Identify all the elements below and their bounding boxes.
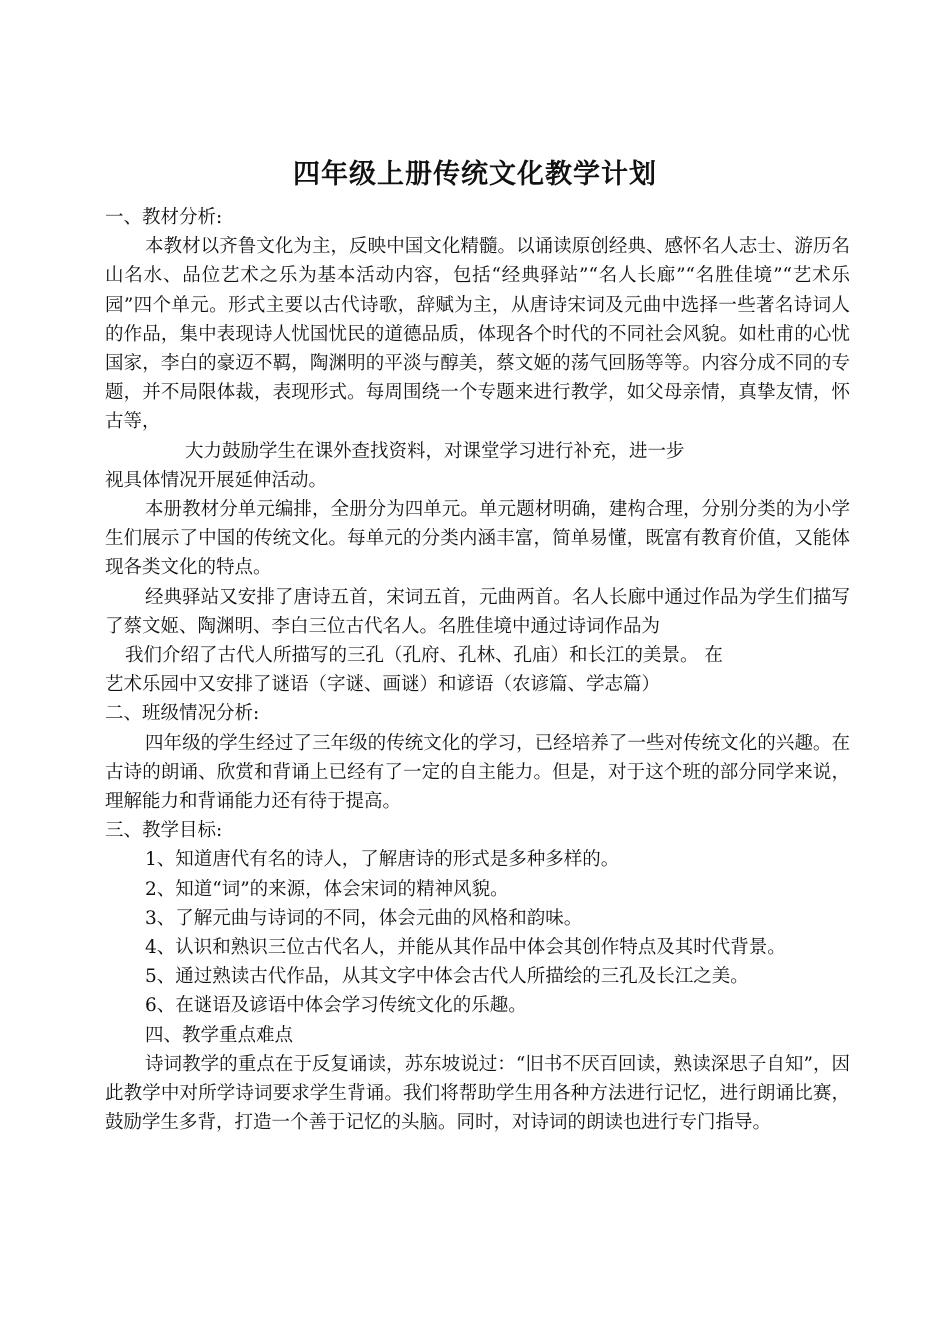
paragraph-class-situation: 四年级的学生经过了三年级的传统文化的学习，已经培养了一些对传统文化的兴趣。在古诗的朗诵、欣赏和背诵上已经有了一定的自主能力。但是，对于这个班的部分同学来说，理解能力和背诵能力还有待于提高。 — [105, 732, 850, 813]
section-heading-class-analysis: 二、班级情况分析: — [105, 703, 260, 725]
section-heading-textbook-analysis: 一、教材分析: — [105, 207, 223, 228]
paragraph-unit-arrangement: 本册教材分单元编排，全册分为四单元。单元题材明确，建构合理，分别分类的为小学生们展示了中国的传统文化。每单元的分类内涵丰富，简单易懂，既富有教育价值，又能体现各类文化的特点。 — [105, 499, 850, 579]
section-heading-key-points: 四、教学重点难点 — [145, 1024, 294, 1046]
goal-item: 3、了解元曲与诗词的不同，体会元曲的风格和韵味。 — [145, 907, 583, 929]
section-heading-teaching-goals: 三、教学目标: — [105, 820, 223, 842]
paragraph-textbook-overview: 本教材以齐鲁文化为主，反映中国文化精髓。以诵读原创经典、感怀名人志士、游历名山名水、品位艺术之乐为基本活动内容，包括“经典驿站”“名人长廊”“名胜佳境”“艺术乐园”四个单元。形式主要以古代诗歌，辞赋为主，从唐诗宋词及元曲中选择一些著名诗词人的作品，集中表现诗人忧国忧民的道德品质，体现各个时代的不同社会风貌。如杜甫的心忧国家，李白的豪迈不羁，陶渊明的平淡与醇美，蔡文姬的荡气回肠等等。内容分成不同的专题，并不局限体裁，表现形式。每周围绕一个专题来进行教学，如父母亲情，真挚友情，怀古等， — [105, 236, 850, 433]
paragraph-art-garden: 艺术乐园中又安排了谜语（字谜、画谜）和谚语（农谚篇、学志篇） — [105, 674, 661, 696]
paragraph-scenic-spots: 我们介绍了古代人所描写的三孔（孔府、孔林、孔庙）和长江的美景。 在 — [125, 645, 723, 667]
goal-item: 5、通过熟读古代作品，从其文字中体会古代人所描绘的三孔及长江之美。 — [145, 966, 749, 988]
paragraph-key-points: 诗词教学的重点在于反复诵读，苏东坡说过：“旧书不厌百回读，熟读深思子自知”，因此教学中对所学诗词要求学生背诵。我们将帮助学生用各种方法进行记忆，进行朗诵比赛，鼓励学生多背，打造一个善于记忆的头脑。同时，对诗词的朗读也进行专门指导。 — [105, 1053, 850, 1134]
page-title: 四年级上册传统文化教学计划 — [293, 159, 657, 190]
goal-item: 1、知道唐代有名的诗人，了解唐诗的形式是多种多样的。 — [145, 849, 620, 871]
paragraph-extension-activities: 视具体情况开展延伸活动。 — [105, 469, 328, 491]
document-body — [105, 203, 850, 1138]
paragraph-unit-contents: 经典驿站又安排了唐诗五首，宋词五首，元曲两首。名人长廊中通过作品为学生们描写了蔡文姬、陶渊明、李白三位古代名人。名胜佳境中通过诗词作品为 — [105, 586, 850, 637]
paragraph-encourage-research: 大力鼓励学生在课外查找资料，对课堂学习进行补充，进一步 — [185, 440, 685, 462]
goal-item: 2、知道“词”的来源，体会宋词的精神风貌。 — [145, 878, 509, 900]
goal-item: 6、在谜语及谚语中体会学习传统文化的乐趣。 — [145, 995, 527, 1017]
goal-item: 4、认识和熟识三位古代名人，并能从其作品中体会其创作特点及其时代背景。 — [145, 937, 786, 959]
